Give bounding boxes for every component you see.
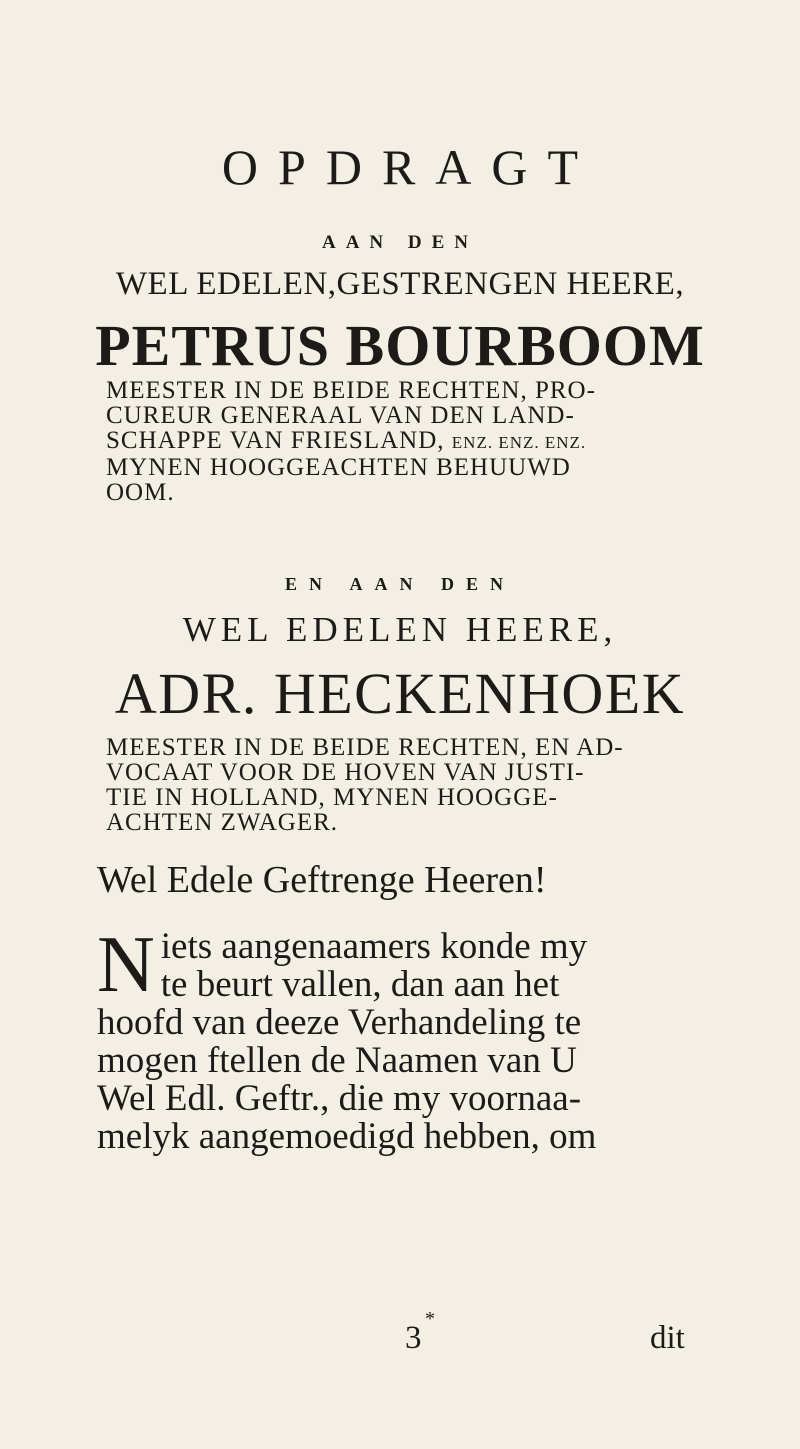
description-line: ACHTEN ZWAGER. — [106, 809, 339, 836]
salutation: Wel Edele Geftrenge Heeren! — [97, 859, 547, 901]
dedicatee2-description — [106, 735, 624, 835]
description-line: TIE IN HOLLAND, MYNEN HOOGGE- — [106, 784, 558, 811]
description-line: MEESTER IN DE BEIDE RECHTEN, EN AD- — [106, 734, 624, 761]
dedicatee2-honorific: WEL EDELEN HEERE, — [182, 610, 618, 649]
body-line: melyk aangemoedigd hebben, om — [97, 1116, 597, 1157]
dedicatee1-description — [106, 378, 596, 505]
body-line: mogen ftellen de Naamen van U — [97, 1040, 577, 1081]
drop-cap: N — [97, 921, 155, 1009]
catchword: dit — [650, 1320, 685, 1356]
signature-mark: * — [425, 1308, 435, 1330]
description-line: OOM. — [106, 479, 175, 506]
body-line: Wel Edl. Geftr., die my voornaa- — [97, 1078, 582, 1119]
abbrev: ENZ. ENZ. ENZ. — [451, 433, 587, 452]
signature-number: 3 — [405, 1320, 422, 1356]
dedicatee1-honorific: WEL EDELEN,GESTRENGEN HEERE, — [115, 266, 685, 302]
dedicatee1-name: PETRUS BOURBOOM — [95, 313, 705, 378]
description-line: VOCAAT VOOR DE HOVEN VAN JUSTI- — [106, 759, 585, 786]
body-text — [97, 921, 697, 1157]
description-line: MEESTER IN DE BEIDE RECHTEN, PRO- — [106, 377, 596, 404]
page-title: OPDRAGT — [221, 139, 599, 195]
connector-label: EN AAN DEN — [284, 574, 515, 594]
body-line: hoofd van deeze Verhandeling te — [97, 1002, 582, 1043]
description-line: CUREUR GENERAAL VAN DEN LAND- — [106, 402, 575, 429]
description-line: SCHAPPE VAN FRIESLAND, ENZ. ENZ. ENZ. — [106, 427, 587, 454]
body-line: iets aangenaamers konde my — [160, 926, 588, 967]
dedicatee2-name: ADR. HECKENHOEK — [114, 661, 686, 726]
description-line: MYNEN HOOGGEACHTEN BEHUUWD — [106, 454, 571, 481]
aan-den-label: AAN DEN — [321, 232, 479, 253]
body-line: te beurt vallen, dan aan het — [160, 964, 560, 1005]
